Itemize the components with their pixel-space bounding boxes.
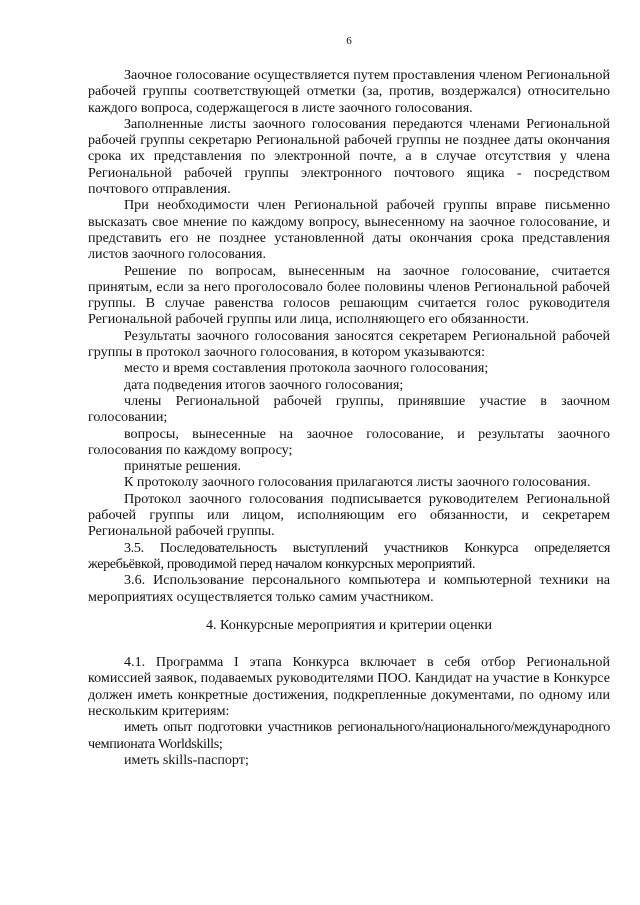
- clause-3-6: 3.6. Использование персонального компьютера и компьютерной техники на мероприятиях осуществляется только самим участником.: [88, 572, 610, 605]
- list-item: вопросы, вынесенные на заочное голосование, и результаты заочного голосования по каждому вопросу;: [88, 425, 610, 458]
- paragraph-written-opinion: При необходимости член Региональной рабочей группы вправе письменно высказать свое мнение по каждому вопросу, вынесенному на заочное голосование, и представить его не позднее установленной даты окончания срока представления листов заочного голосования.: [88, 197, 610, 263]
- list-item: члены Региональной рабочей группы, принявшие участие в заочном голосовании;: [88, 392, 610, 426]
- list-item: принятые решения.: [124, 458, 242, 475]
- list-item: дата подведения итогов заочного голосования;: [124, 376, 404, 393]
- list-item: иметь skills-паспорт;: [124, 751, 249, 768]
- list-item: иметь опыт подготовки участников регионального/национального/международного чемпионата Worldskills;: [88, 719, 610, 752]
- section-heading: 4. Конкурсные мероприятия и критерии оценки: [205, 616, 493, 633]
- paragraph-decision-rule: Решение по вопросам, вынесенным на заочное голосование, считается принятым, если за него проголосовало более половины членов Региональной рабочей группы. В случае равенства голосов решающим считается голос руководителя Региональной рабочей группы или лица, исполняющего его обязанности.: [88, 262, 610, 328]
- paragraph-absentee-voting-procedure: Заочное голосование осуществляется путем проставления членом Региональной рабочей группы соответствующей отметки (за, против, воздержался) относительно каждого вопроса, содержащегося в листе заочного голосования.: [88, 67, 610, 116]
- paragraph-attachments: К протоколу заочного голосования прилагаются листы заочного голосования.: [124, 474, 591, 491]
- clause-3-5: 3.5. Последовательность выступлений участников Конкурса определяется жеребьёвкой, проводимой перед началом конкурсных мероприятий.: [88, 539, 610, 572]
- document-body: [88, 67, 610, 768]
- page-number: 6: [346, 35, 352, 47]
- paragraph-protocol-signing: Протокол заочного голосования подписывается руководителем Региональной рабочей группы или лицом, исполняющим его обязанности, и секретарем Региональной рабочей группы.: [88, 490, 610, 540]
- list-item: место и время составления протокола заочного голосования;: [124, 360, 489, 377]
- paragraph-ballot-submission: Заполненные листы заочного голосования передаются членами Региональной рабочей группы секретарю Региональной рабочей группы не позднее даты окончания срока их представления по электронной почте, а в случае отсутствия у члена Региональной рабочей группы электронного почтового ящика - посредством почтового отправления.: [88, 115, 610, 198]
- paragraph-voting-protocol: Результаты заочного голосования заносятся секретарем Региональной рабочей группы в протокол заочного голосования, в котором указываются:: [88, 327, 610, 361]
- clause-4-1: 4.1. Программа I этапа Конкурса включает в себя отбор Региональной комиссией заявок, подаваемых руководителями ПОО. Кандидат на участие в Конкурсе должен иметь конкретные достижения, подкрепленные документами, по одному или нескольким критериям:: [88, 654, 610, 719]
